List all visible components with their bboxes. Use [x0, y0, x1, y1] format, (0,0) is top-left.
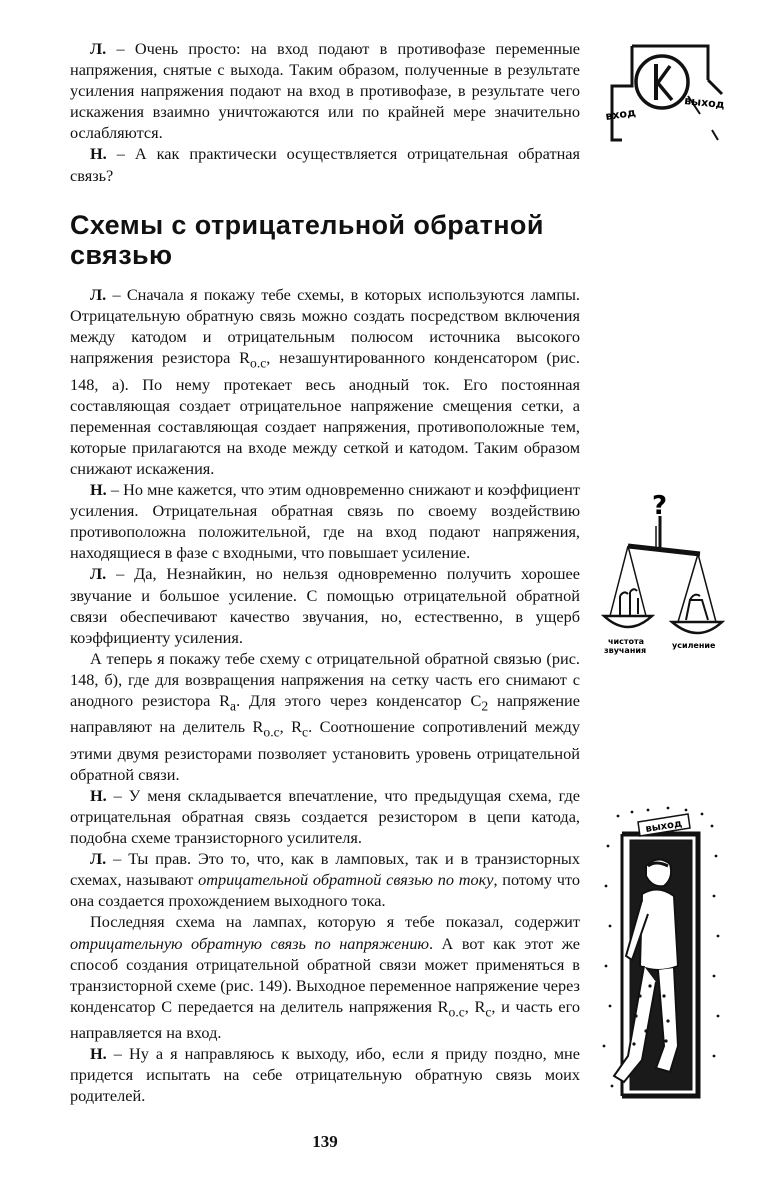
- subscript: с: [485, 1004, 492, 1020]
- output-label: выход: [683, 94, 726, 112]
- paragraph: [70, 284, 580, 479]
- scales-icon: [604, 516, 722, 633]
- paragraph-text: – Ты прав. Это то, что, как в ламповых, так и в транзисторных схемах, называют: [70, 849, 580, 890]
- paragraph-text: , и часть его направляется на вход.: [70, 996, 580, 1043]
- sound-quality-label-2: звучания: [604, 646, 647, 655]
- paragraph: [70, 563, 580, 647]
- paragraph: [70, 143, 580, 185]
- paragraph: [70, 38, 580, 143]
- paragraph: [70, 1043, 580, 1106]
- transistor-illustration: [600, 38, 740, 153]
- paragraph-text: . А вот как этот же способ создания отрицательной обратной связи может применяться в транзисторной схеме (рис. 149). Выходное переменное напряжение через конденсатор C передается на делитель напряжения R: [70, 933, 580, 1016]
- emphasis: отрицательную обратную связь по напряжению: [70, 933, 429, 953]
- subscript: о.с: [263, 724, 280, 740]
- subscript: с: [302, 724, 309, 740]
- section-heading: Схемы с отрицательной обратной связью: [70, 210, 544, 270]
- paragraph-text: – У меня складывается впечатление, что предыдущая схема, где отрицательная обратная связь создается резистором в цепи катода, подобна схеме транзисторного усилителя.: [70, 785, 580, 848]
- speaker: Н.: [90, 480, 107, 500]
- paragraph: [70, 911, 580, 1043]
- speaker: Н.: [90, 144, 107, 164]
- paragraph-text: напряжение направляют на делитель R: [70, 691, 580, 737]
- speaker: Л.: [90, 39, 107, 58]
- speaker: Л.: [90, 285, 107, 304]
- paragraph: [70, 785, 580, 848]
- paragraph: [70, 648, 580, 785]
- paragraph-text: А теперь я покажу тебе схему с отрицательной обратной связью (рис. 148, б), где для возвращения напряжения на сетку часть его снимают с анодного резистора R: [70, 648, 580, 711]
- subscript: о.с: [448, 1004, 465, 1020]
- gain-label: усиление: [672, 641, 716, 650]
- speaker: Л.: [90, 564, 107, 584]
- paragraph: [70, 479, 580, 563]
- paragraph-text: Последняя схема на лампах, которую я тебе показал, содержит: [90, 912, 580, 932]
- paragraph-text: – Очень просто: на вход подают в противофазе переменные напряжения, снятые с выхода. Таким образом, полученные в результате усиления напряжения подают на вход в противофазе, в результате чего искажения взаимно уничтожаются или по крайней мере значительно ослабляются.: [70, 39, 580, 143]
- paragraph: [70, 848, 580, 911]
- door-illustration: [598, 806, 728, 1106]
- paragraph-text: – Сначала я покажу тебе схемы, в которых используются лампы. Отрицательную обратную связь можно создать посредством включения между катодом и отрицательным полюсом источника высокого напряжения резистора R: [70, 285, 580, 368]
- paragraph-text: . Для этого через конденсатор C: [236, 691, 482, 711]
- exit-sign: выход: [644, 818, 683, 835]
- input-label: вход: [604, 105, 637, 123]
- sound-quality-label-1: чистота: [608, 637, 645, 646]
- paragraph-text: , потому что она создается прохождением выходного тока.: [70, 870, 580, 911]
- paragraph-text: – Ну а я направляюсь к выходу, ибо, если я приду поздно, мне придется испытать на себе отрицательную обратную связь моих родителей.: [70, 1044, 580, 1106]
- paragraph-text: – Да, Незнайкин, но нельзя одновременно получить хорошее звучание и большое усиление. С помощью отрицательной обратной связи обеспечивают качество звучания, но, естественно, в ущерб коэффициенту усиления.: [70, 564, 580, 647]
- paragraph-text: . Соотношение сопротивлений между этими двумя резисторами позволяет установить уровень отрицательной обратной связи.: [70, 717, 580, 784]
- door-icon: [603, 807, 720, 1096]
- paragraph-text: , R: [279, 717, 303, 737]
- intro-block: [70, 38, 580, 186]
- paragraph-text: , незашунтированного конденсатором (рис. 148, а). По нему протекает весь анодный ток. Его постоянная составляющая создает отрицательное напряжение смещения сетки, а переменная составляющая создает напряжения, противоположные тем, которые прилагаются на входе между сеткой и катодом. Таким образом снижают искажения.: [70, 348, 580, 478]
- emphasis: отрицательной обратной связью по току: [198, 870, 494, 890]
- subscript: 2: [481, 698, 489, 714]
- page-number: 139: [312, 1132, 338, 1151]
- subscript: а: [230, 698, 237, 714]
- paragraph-text: – Но мне кажется, что этим одновременно снижают и коэффициент усиления. Отрицательная обратная связь по своему воздействию противоположна положительной, где на вход подают напряжения, находящиеся в фазе с входными, что повышает усиление.: [70, 480, 580, 563]
- paragraph-text: – А как практически осуществляется отрицательная обратная связь?: [70, 144, 580, 185]
- paragraph-text: , R: [464, 996, 486, 1016]
- subscript: о.с: [250, 355, 267, 371]
- body-block: [70, 284, 580, 1107]
- question-mark: ?: [652, 491, 668, 521]
- speaker: Л.: [90, 849, 107, 869]
- speaker: Н.: [90, 1044, 107, 1064]
- speaker: Н.: [90, 785, 107, 805]
- scales-illustration: [598, 488, 738, 658]
- transistor-icon: [612, 46, 722, 140]
